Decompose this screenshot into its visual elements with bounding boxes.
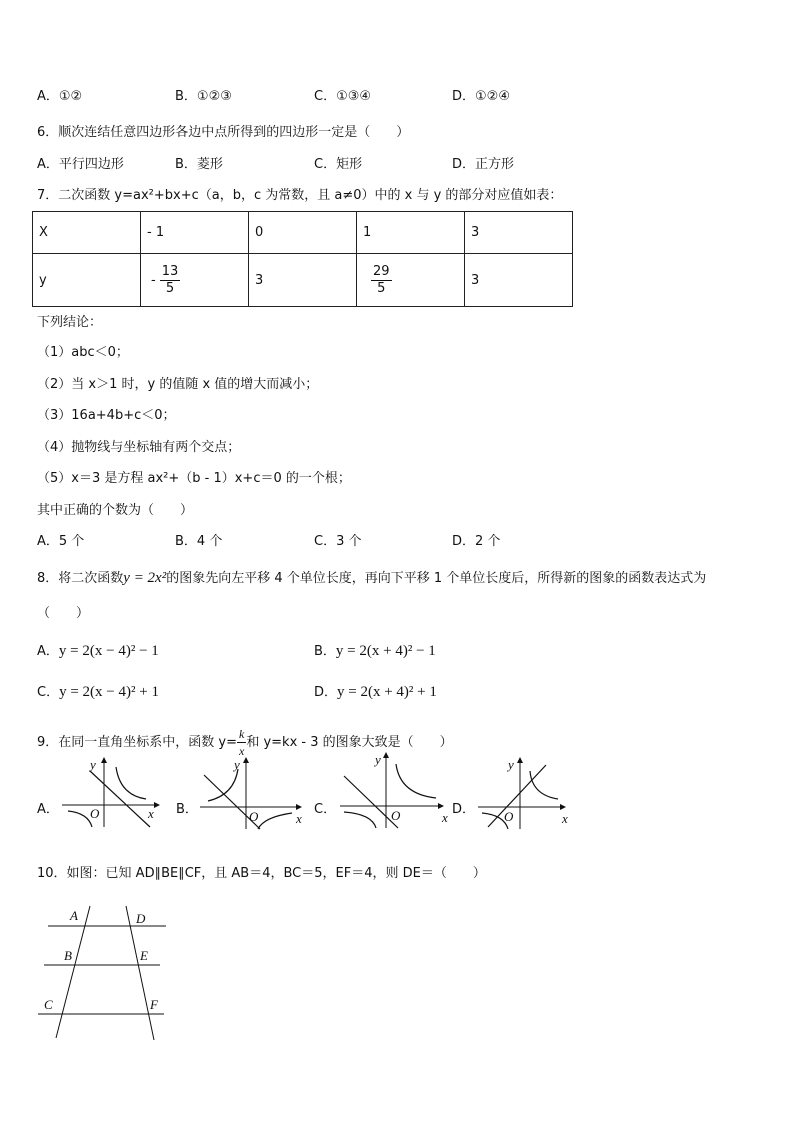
point-label-b: B — [64, 948, 72, 963]
arrow-icon — [560, 804, 566, 810]
q8-option-a-label: A． — [37, 644, 59, 659]
table-cell: 3 — [465, 254, 573, 307]
x-axis-label: x — [562, 811, 568, 826]
table-cell: 3 — [249, 254, 357, 307]
negative-sign: - — [151, 272, 156, 288]
fraction-numerator: 29 — [373, 263, 390, 279]
x-axis-label: x — [442, 810, 448, 825]
q8-option-d-label: D． — [314, 685, 338, 700]
arrow-icon — [243, 757, 249, 763]
q8-option-c[interactable] — [37, 684, 159, 701]
hyperbola-branch — [68, 811, 92, 827]
table-cell: 3 — [465, 212, 573, 254]
linear-function-line — [488, 765, 546, 827]
hyperbola-branch — [530, 771, 558, 799]
q7-intro: 下列结论： — [37, 315, 103, 330]
q9-option-a-label[interactable]: A． — [37, 802, 59, 817]
q5-option-b[interactable]: B．①②③ — [175, 89, 232, 104]
q9-graph-d[interactable] — [474, 755, 584, 830]
hyperbola-branch — [208, 769, 238, 801]
table-cell: y — [33, 254, 141, 307]
q7-option-b[interactable]: B．4 个 — [175, 534, 223, 549]
fraction-denominator: x — [239, 744, 245, 758]
q5-option-c[interactable]: C．①③④ — [314, 89, 372, 104]
q6-option-a[interactable]: A．平行四边形 — [37, 157, 124, 172]
q8-option-c-label: C． — [37, 685, 60, 700]
point-label-e: E — [140, 948, 148, 963]
y-axis-label: y — [375, 752, 381, 767]
fraction — [160, 264, 181, 297]
table-cell — [357, 254, 465, 307]
q6-option-c[interactable]: C．矩形 — [314, 157, 363, 172]
q8-option-d[interactable] — [314, 684, 437, 701]
y-axis-label: y — [90, 757, 96, 772]
arrow-icon — [154, 802, 160, 808]
q7-value-table — [32, 211, 573, 307]
origin-label: O — [391, 808, 401, 823]
point-label-d: D — [136, 911, 146, 926]
q7-conclusion-2: （2）当 x＞1 时，y 的值随 x 值的增大而减小； — [37, 377, 319, 392]
q7-question: 其中正确的个数为（ ） — [37, 503, 194, 518]
arrow-icon — [383, 752, 389, 758]
q5-option-d[interactable]: D．①②④ — [452, 89, 510, 104]
arrow-icon — [438, 803, 444, 809]
q5-option-a[interactable]: A．①② — [37, 89, 83, 104]
q9-stem-part2: 和 y=kx - 3 的图象大致是（ ） — [246, 735, 453, 750]
hyperbola-branch — [258, 813, 292, 829]
origin-label: O — [249, 809, 259, 824]
fraction-numerator: 13 — [161, 263, 179, 279]
y-axis-label: y — [508, 757, 514, 772]
q8-option-b[interactable] — [314, 643, 436, 660]
q9-option-b-label[interactable]: B． — [176, 802, 198, 817]
q8-stem-part1: 8．将二次函数 — [37, 571, 124, 586]
fraction-denominator: 5 — [165, 280, 175, 296]
q7-conclusion-4: （4）抛物线与坐标轴有两个交点； — [37, 440, 241, 455]
q8-option-d-formula: y = 2(x + 4)² + 1 — [337, 684, 437, 700]
q8-stem-formula: y = 2x² — [123, 570, 167, 586]
q7-option-c[interactable]: C．3 个 — [314, 534, 362, 549]
q7-conclusion-1: （1）abc＜0； — [37, 345, 129, 360]
q8-option-b-label: B． — [314, 644, 336, 659]
q6-stem: 6．顺次连结任意四边形各边中点所得到的四边形一定是（ ） — [37, 125, 410, 140]
q8-stem — [37, 570, 706, 587]
q8-stem-part2: 的图象先向左平移 4 个单位长度，再向下平移 1 个单位长度后，所得新的图象的函数表达式为 — [166, 571, 707, 586]
table-cell: - 1 — [141, 212, 249, 254]
q7-stem: 7．二次函数 y=ax²+bx+c（a，b，c 为常数，且 a≠0）中的 x 与 y 的部分对应值如表： — [37, 188, 563, 203]
hyperbola-branch — [396, 764, 436, 798]
q10-figure — [36, 900, 176, 1050]
q9-graph-b[interactable] — [198, 755, 308, 830]
q9-option-c-label[interactable]: C． — [314, 802, 337, 817]
table-cell — [141, 254, 249, 307]
q8-option-c-formula: y = 2(x − 4)² + 1 — [59, 684, 159, 700]
q8-option-a[interactable] — [37, 643, 159, 660]
y-axis-label: y — [234, 757, 240, 772]
q7-option-d[interactable]: D．2 个 — [452, 534, 501, 549]
arrow-icon — [296, 804, 302, 810]
x-axis-label: x — [148, 806, 154, 821]
hyperbola-branch — [344, 812, 376, 828]
origin-label: O — [90, 806, 100, 821]
point-label-a: A — [70, 908, 78, 923]
q10-stem: 10．如图：已知 AD∥BE∥CF，且 AB＝4，BC＝5，EF＝4，则 DE＝（ ） — [37, 866, 486, 881]
hyperbola-branch — [116, 767, 146, 799]
point-label-f: F — [150, 997, 158, 1012]
q7-conclusion-5: （5）x＝3 是方程 ax²+（b - 1）x+c＝0 的一个根； — [37, 471, 351, 486]
q8-stem-line2: （ ） — [37, 606, 90, 621]
table-cell: 0 — [249, 212, 357, 254]
fraction-denominator: 5 — [377, 280, 386, 296]
q9-graph-a[interactable] — [60, 755, 165, 830]
x-axis-label: x — [296, 811, 302, 826]
q8-option-b-formula: y = 2(x + 4)² − 1 — [335, 643, 436, 659]
arrow-icon — [101, 757, 107, 763]
origin-label: O — [504, 809, 514, 824]
q6-option-d[interactable]: D．正方形 — [452, 157, 515, 172]
q7-option-a[interactable]: A．5 个 — [37, 534, 85, 549]
q8-option-a-formula: y = 2(x − 4)² − 1 — [58, 643, 159, 659]
q9-option-d-label[interactable]: D． — [452, 802, 476, 817]
point-label-c: C — [44, 997, 53, 1012]
table-cell: 1 — [357, 212, 465, 254]
q9-graph-c[interactable] — [338, 750, 453, 830]
q7-conclusion-3: （3）16a+4b+c＜0； — [37, 408, 176, 423]
q6-option-b[interactable]: B．菱形 — [175, 157, 223, 172]
q9-stem-part1: 9．在同一直角坐标系中，函数 y= — [37, 735, 237, 750]
arrow-icon — [517, 757, 523, 763]
fraction — [371, 264, 392, 297]
table-cell: X — [33, 212, 141, 254]
fraction-numerator: k — [239, 727, 245, 741]
